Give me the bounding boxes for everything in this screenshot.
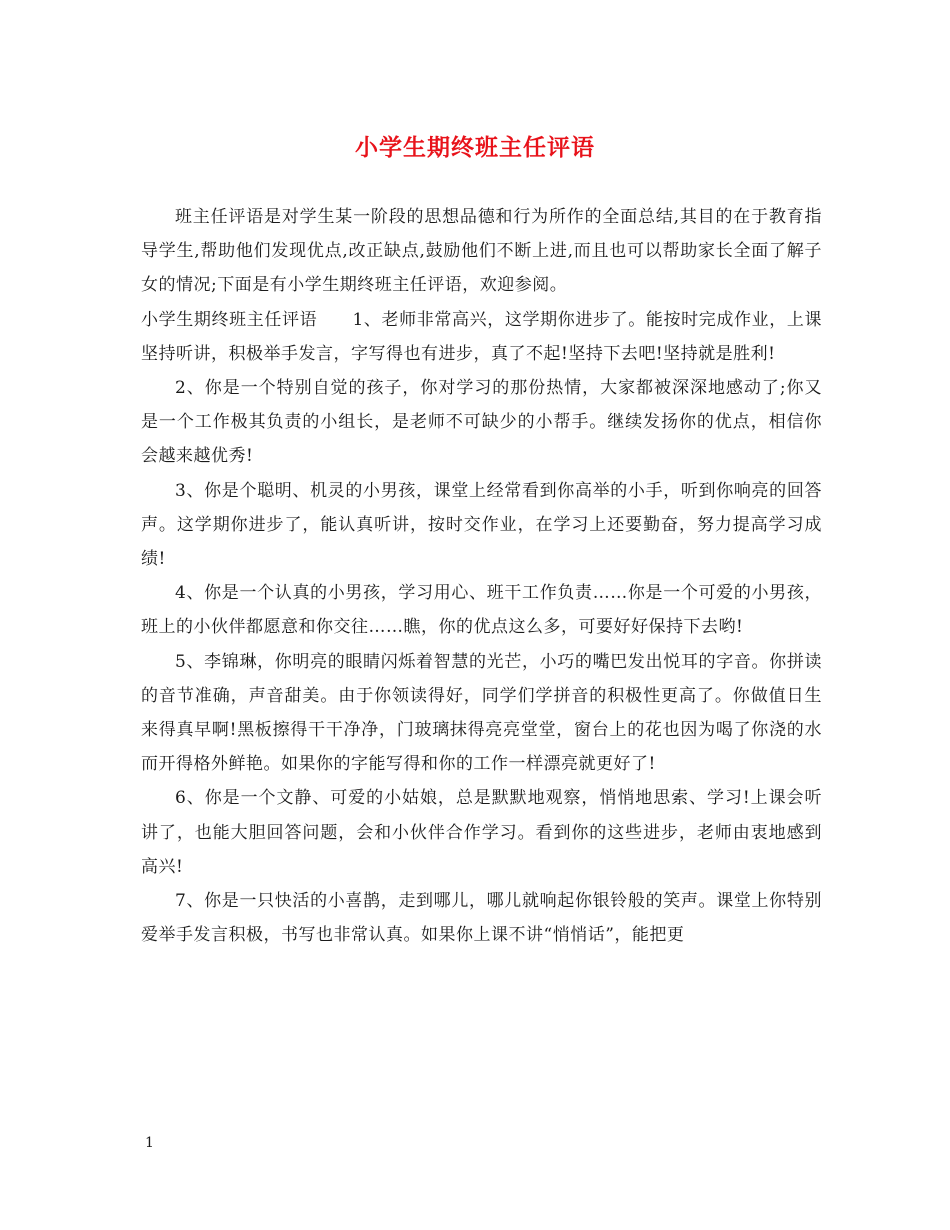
comment-paragraph-5: 5、李锦琳，你明亮的眼睛闪烁着智慧的光芒，小巧的嘴巴发出悦耳的字音。你拼读的音节准确，声音甜美。由于你领读得好，同学们学拼音的积极性更高了。你做值日生来得真早啊!黑板擦得干干净净，门玻璃抹得亮亮堂堂，窗台上的花也因为喝了你浇的水而开得格外鲜艳。如果你的字能写得和你的工作一样漂亮就更好了! (141, 651, 822, 775)
comment-paragraph-7: 7、你是一只快活的小喜鹊，走到哪儿，哪儿就响起你银铃般的笑声。课堂上你特别爱举手发言积极，书写也非常认真。如果你上课不讲“悄悄话”，能把更 (141, 891, 822, 946)
comment-paragraph-4: 4、你是一个认真的小男孩，学习用心、班干工作负责……你是一个可爱的小男孩，班上的小伙伴都愿意和你交往……瞧，你的优点这么多，可要好好保持下去哟! (141, 583, 822, 638)
document-title: 小学生期终班主任评语 (355, 134, 595, 161)
comment-paragraph-6: 6、你是一个文静、可爱的小姑娘，总是默默地观察，悄悄地思索、学习!上课会听讲了，也能大胆回答问题，会和小伙伴合作学习。看到你的这些进步，老师由衷地感到高兴! (141, 788, 822, 877)
section-heading-paragraph: 小学生期终班主任评语 1、老师非常高兴，这学期你进步了。能按时完成作业，上课坚持听讲，积极举手发言，字写得也有进步，真了不起!坚持下去吧!坚持就是胜利! (141, 309, 822, 364)
page-number: 1 (145, 1135, 154, 1151)
document-body (141, 200, 822, 952)
comment-paragraph-2: 2、你是一个特别自觉的孩子，你对学习的那份热情，大家都被深深地感动了;你又是一个工作极其负责的小组长，是老师不可缺少的小帮手。继续发扬你的优点，相信你会越来越优秀! (141, 378, 822, 467)
intro-paragraph: 班主任评语是对学生某一阶段的思想品德和行为所作的全面总结,其目的在于教育指导学生,帮助他们发现优点,改正缺点,鼓励他们不断上进,而且也可以帮助家长全面了解子女的情况;下面是有小学生期终班主任评语，欢迎参阅。 (141, 207, 822, 296)
comment-paragraph-3: 3、你是个聪明、机灵的小男孩，课堂上经常看到你高举的小手，听到你响亮的回答声。这学期你进步了，能认真听讲，按时交作业，在学习上还要勤奋，努力提高学习成绩! (141, 480, 822, 570)
